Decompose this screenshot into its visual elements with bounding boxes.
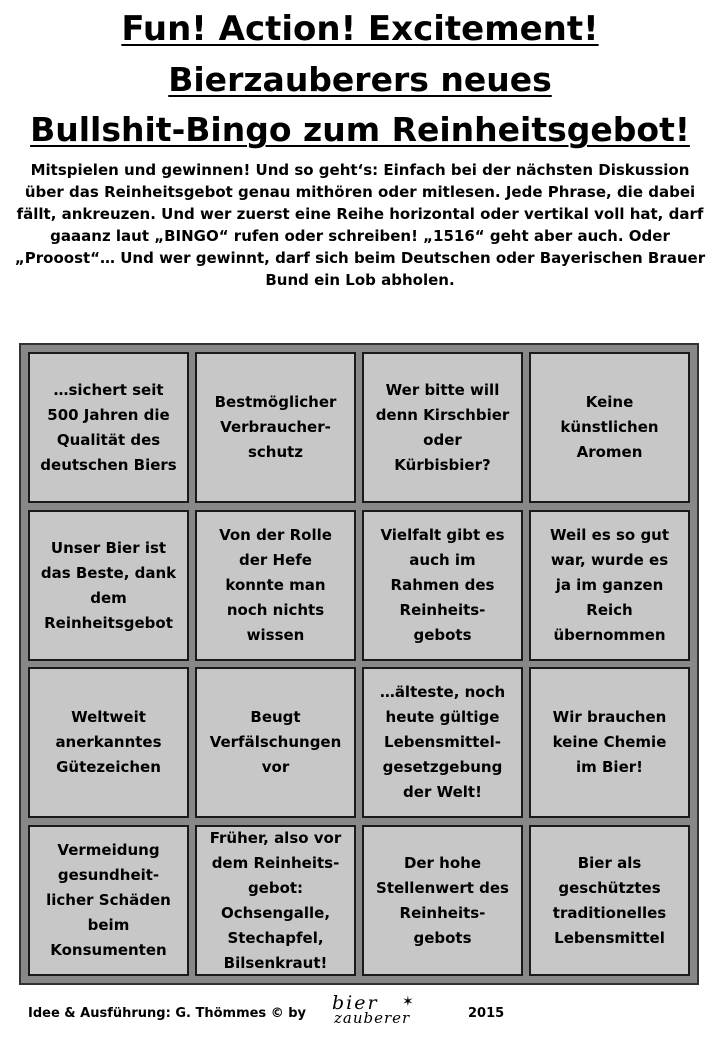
logo-line1: bier — [332, 992, 379, 1014]
bingo-cell — [362, 667, 523, 818]
bierzauberer-logo — [332, 992, 411, 1027]
bingo-cell-text: Vielfalt gibt es auch im Rahmen des Reinheits- gebots — [380, 526, 505, 644]
headline-fun-action: Fun! Action! Excitement! — [121, 9, 599, 49]
intro-text: Mitspielen und gewinnen! Und so geht‘s: Einfach bei der nächsten Diskussion über das Reinheitsgebot genau mithören oder mitlesen. Jede Phrase, die dabei fällt, ankreuzen. Und wer zuerst eine Reihe horizontal oder vertikal voll hat, darf gaaanz laut „BINGO“ rufen oder schreiben! „1516“ geht aber auch. Oder „Prooost“… Und wer gewinnt, darf sich beim Deutschen oder Bayerischen Brauer Bund ein Lob abholen. — [14, 160, 706, 289]
bingo-cell-text: Wer bitte will denn Kirschbier oder Kürbisbier? — [375, 380, 510, 474]
bingo-cell-text: …sichert seit 500 Jahren die Qualität des deutschen Biers — [40, 380, 177, 474]
bingo-cell — [529, 825, 690, 976]
bingo-cell — [28, 825, 189, 976]
bingo-cell-text: Weil es so gut war, wurde es ja im ganzen Reich übernommen — [549, 526, 670, 644]
bingo-cell-text: Keine künstlichen Aromen — [560, 393, 659, 461]
bingo-cell-text: Von der Rolle der Hefe konnte man noch nichts wissen — [219, 526, 332, 644]
headline-bierzauberer: Bierzauberers neues — [168, 60, 552, 100]
bingo-cell — [195, 510, 356, 661]
headline-bullshit-bingo: Bullshit-Bingo zum Reinheitsgebot! — [30, 110, 690, 150]
bingo-cell — [28, 352, 189, 503]
bingo-cell-text: Unser Bier ist das Beste, dank dem Reinheitsgebot — [40, 538, 177, 632]
bingo-cell — [28, 510, 189, 661]
bingo-cell-text: Vermeidung gesundheit- licher Schäden beim Konsumenten — [46, 841, 171, 959]
footer-year: 2015 — [468, 1006, 505, 1021]
bingo-cell — [529, 510, 690, 661]
bingo-cell — [362, 510, 523, 661]
bingo-cell — [195, 667, 356, 818]
bingo-cell — [195, 352, 356, 503]
footer — [28, 992, 528, 1036]
bingo-cell-text: Beugt Verfälschungen vor — [209, 708, 342, 776]
bingo-cell-text: Weltweit anerkanntes Gütezeichen — [55, 708, 162, 776]
bingo-cell-text: Wir brauchen keine Chemie im Bier! — [552, 708, 667, 776]
bingo-cell — [529, 667, 690, 818]
bingo-cell-text: Der hohe Stellenwert des Reinheits- gebots — [376, 853, 509, 947]
bingo-cell — [195, 825, 356, 976]
bingo-cell-text: Bestmöglicher Verbraucher- schutz — [214, 393, 337, 461]
bingo-cell — [28, 667, 189, 818]
star-sparkle-icon: ✶ — [402, 994, 414, 1010]
bingo-board — [19, 343, 699, 985]
bingo-cell-text: Früher, also vor dem Reinheits- gebot: Ochsengalle, Stechapfel, Bilsenkraut! — [209, 828, 342, 972]
bingo-cell-text: Bier als geschütztes traditionelles Lebensmittel — [552, 853, 667, 947]
logo-line2: zauberer — [334, 1009, 411, 1027]
bingo-cell — [529, 352, 690, 503]
bingo-cell — [362, 352, 523, 503]
bingo-cell-text: …älteste, noch heute gültige Lebensmittel- gesetzgebung der Welt! — [379, 683, 506, 801]
bingo-cell — [362, 825, 523, 976]
credit-text: Idee & Ausführung: G. Thömmes © by — [28, 1006, 307, 1021]
